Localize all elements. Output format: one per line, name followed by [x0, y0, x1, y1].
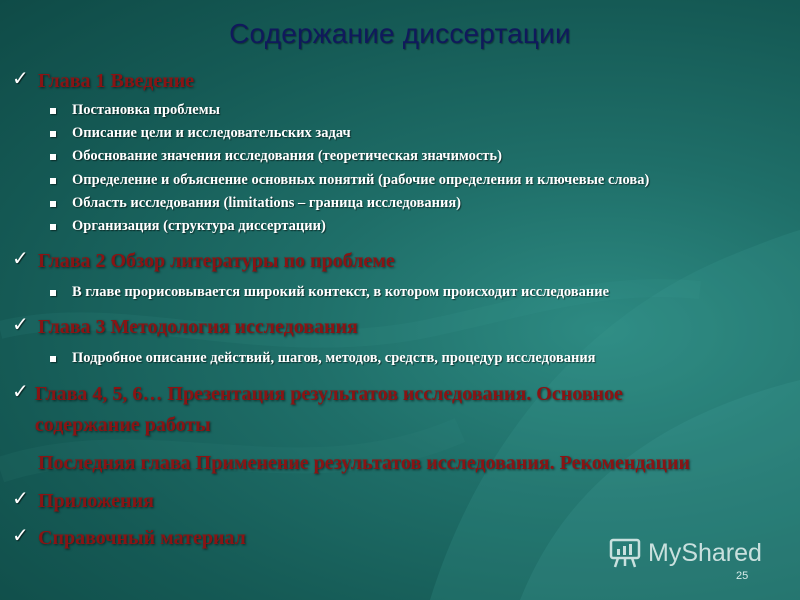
chapter-4-5-6-label: Глава 4, 5, 6… Презентация результатов исследования. Основное содержание работы: [34, 383, 623, 436]
square-bullet-icon: [50, 178, 56, 184]
last-chapter: Последняя глава Применение результатов исследования. Рекомендации: [38, 452, 691, 474]
list-item-text: Область исследования (limitations – граница исследования): [72, 195, 462, 211]
list-item: [50, 125, 351, 142]
check-icon: ✓: [12, 246, 29, 270]
chapter-1-label: Глава 1 Введение: [38, 70, 195, 92]
list-item-text: Подробное описание действий, шагов, методов, средств, процедур исследования: [72, 350, 596, 366]
square-bullet-icon: [50, 290, 56, 296]
list-item: [50, 102, 220, 119]
square-bullet-icon: [50, 201, 56, 207]
list-item: [50, 195, 461, 212]
check-icon: ✓: [12, 523, 29, 547]
list-item: [50, 350, 596, 367]
appendices-label: Приложения: [38, 490, 154, 512]
reference-label: Справочный материал: [38, 527, 246, 549]
list-item-text: Описание цели и исследовательских задач: [72, 125, 351, 141]
list-item-text: Определение и объяснение основных понятий (рабочие определения и ключевые слова): [72, 172, 650, 188]
square-bullet-icon: [50, 108, 56, 114]
presentation-board-icon: [608, 536, 642, 570]
chapter-2: [12, 246, 395, 277]
square-bullet-icon: [50, 356, 56, 362]
chapter-1: [12, 66, 194, 97]
chapter-reference: [12, 523, 246, 554]
check-icon: ✓: [12, 379, 29, 403]
list-item-text: Организация (структура диссертации): [72, 218, 326, 234]
list-item-text: В главе прорисовывается широкий контекст, в котором происходит исследование: [72, 284, 610, 300]
list-item: [50, 172, 649, 189]
page-number: 25: [736, 570, 749, 582]
list-item: [50, 148, 502, 165]
check-icon: ✓: [12, 66, 29, 90]
chapter-3-label: Глава 3 Методология исследования: [38, 316, 358, 338]
square-bullet-icon: [50, 224, 56, 230]
square-bullet-icon: [50, 131, 56, 137]
list-item: [50, 284, 609, 301]
myshared-logo: [608, 536, 762, 570]
chapter-appendices: [12, 486, 154, 517]
page-title: Содержание диссертации: [229, 18, 571, 49]
chapter-4-5-6: [12, 379, 712, 441]
list-item-text: Обоснование значения исследования (теоретическая значимость): [72, 148, 502, 164]
chapter-3: [12, 312, 358, 343]
square-bullet-icon: [50, 154, 56, 160]
check-icon: ✓: [12, 312, 29, 336]
list-item: [50, 218, 326, 235]
chapter-2-label: Глава 2 Обзор литературы по проблеме: [38, 250, 395, 272]
logo-text: MyShared: [648, 538, 762, 567]
check-icon: ✓: [12, 486, 29, 510]
list-item-text: Постановка проблемы: [72, 102, 220, 118]
